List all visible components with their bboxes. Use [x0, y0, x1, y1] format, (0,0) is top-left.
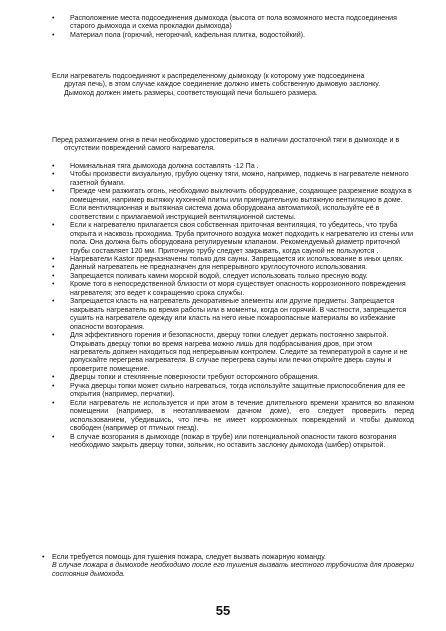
list-item-text: Если нагреватель не используется и при этом в течение длительного времени хранится во влажном помещении (например, в неотапливаемом дачном доме), его следует проверить перед использованием, убедившись, что печь не имеет коррозионных повреждений и чтобы дымоход свободен (например от птичьих гнезд). — [70, 398, 414, 433]
chimney-sweep-note: В случае пожара в дымоходе необходимо после его тушения вызвать местного трубочиста для проверки состояния дымохода. — [52, 561, 414, 578]
list-item-text: Материал пола (горючий, негорючий, кафельная плитка, водостойкий). — [70, 30, 306, 39]
list-item-text: Прежде чем разжигать огонь, необходимо выключить оборудование, создающее разрежение воздуха в помещении, например вытяжку кухонной плиты или принудительную вытяжную вентиляцию в доме. Если вентиляционная и вытяжная система дома оборудована автоматикой, используйте её в соответствии с прилагаемой инструкцией вентиляционной системы. — [70, 187, 412, 221]
list-item — [48, 297, 414, 331]
list-item-text: Запрещается поливать камни морской водой, следует использовать только пресную воду. — [70, 271, 368, 280]
list-item — [48, 331, 414, 373]
list-item-text: Номинальная тяга дымохода должна составлять -12 Па . — [70, 162, 259, 170]
bullet-mark: • — [52, 280, 55, 289]
bullet-mark: • — [52, 170, 55, 179]
bullet-mark: • — [52, 398, 55, 407]
list-item-text: Если к нагревателю прилагается своя собственная приточная вентиляция, то убедитесь, что труба открыта и насквозь проходима. Труба приточного воздуха может подходить к нагревателю из стены или пола. Она должна быть оборудована регулируемым клапаном. Рекомендуемый диаметр приточной трубы составляет 120 мм. Приточную трубу следует закрывать, когда сауной не пользуются . — [70, 221, 414, 255]
bullet-mark: • — [52, 331, 55, 340]
list-item-text: Дверцы топки и стеклянные поверхности требуют осторожного обращения. — [70, 373, 320, 382]
list-item-text: Запрещается класть на нагреватель декоративные элементы или другие предметы. Запрещается накрывать нагреватель во время работы или в моменты, когда он горячий. В частности, запрещается сушить на нагревателе одежду или класть на него иные пожароопасные материалы во избежание опасности возгорания. — [70, 297, 407, 331]
list-item — [48, 31, 415, 39]
list-item-text: В случае возгорания в дымоходе (пожар в трубе) или потенциальной опасности такого возгорания необходимо закрыть дверцу топки, зольник, но оставить заслонку дымохода (шибер) открытой. — [70, 432, 397, 449]
bullet-mark: • — [52, 432, 55, 441]
list-item — [48, 263, 414, 271]
list-item — [48, 187, 414, 221]
list-item — [48, 382, 414, 399]
list-item — [34, 553, 426, 561]
bullet-mark: • — [52, 297, 55, 306]
paragraph-draft-check: Перед разжиганием огня в печи необходимо удостовериться в наличии достаточной тяги в дымоходе и в отсутствии повреждений самого нагревателя. — [52, 136, 400, 153]
list-item — [48, 373, 414, 381]
safety-bullet-list — [48, 162, 414, 449]
bullet-mark: • — [52, 254, 55, 263]
bullet-mark: • — [52, 271, 55, 280]
fire-brigade-block — [34, 553, 426, 578]
bullet-mark: • — [52, 373, 55, 382]
list-item-text: Чтобы произвести визуальную, грубую оценку тяги, можно, например, поджечь в нагревателе немного газетной бумаги. — [70, 170, 409, 187]
list-item — [48, 14, 415, 31]
bullet-mark: • — [52, 14, 55, 22]
list-item — [48, 280, 414, 297]
top-bullet-list — [48, 14, 415, 39]
list-item — [48, 162, 414, 170]
bullet-mark: • — [52, 221, 55, 230]
list-item-text: Данный нагреватель не предназначен для непрерывного круглосуточного использования. — [70, 263, 368, 272]
list-item — [48, 433, 414, 450]
list-item-text: Ручка дверцы топки может сильно нагреваться, тогда используйте защитные приспособления для ее открытия (например, перчатки). — [70, 381, 406, 399]
list-item — [48, 170, 414, 187]
list-item-text: Кроме того в непосредственной близости от моря существует опасность коррозионного повреждения нагревателя; это ведет к сокращению срока службы. — [70, 280, 406, 297]
list-item-text: Если требуется помощь для тушения пожара, следует вызвать пожарную команду. — [52, 553, 327, 561]
bullet-mark: • — [52, 187, 55, 196]
bullet-mark: • — [52, 263, 55, 272]
list-item — [48, 255, 414, 263]
list-item-text: Для эффективного горения и безопасности, дверцу топки следует держать постоянно закрытой. Открывать дверцу топки во время нагрева можно лишь для подбрасывания дров, при этом нагреватель должен находиться под непрерывным контролем. Следите за температурой в сауне и не допускайте перегрева нагревателя. В случае перегрева сауны или печки откройте дверь сауны и проветрите помещение. — [70, 331, 408, 373]
bullet-mark: • — [52, 162, 55, 170]
list-item — [48, 399, 414, 433]
list-item — [48, 221, 414, 255]
paragraph-flue-connection: Если нагреватель подсоединяют к распределенному дымоходу (к которому уже подсоединена другая печь), в этом случае каждое соединение должно иметь собственную дымовую заслонку. Дымоход должен иметь размеры, соответствующий печи большего размера. — [52, 72, 381, 97]
bullet-mark: • — [52, 30, 55, 39]
bullet-mark: • — [52, 381, 55, 390]
bullet-mark: • — [42, 553, 45, 561]
page-number: 55 — [215, 603, 231, 618]
list-item-text: Нагреватели Kastor предназначены только для сауны. Запрещается их использование в иных целях. — [70, 254, 404, 263]
list-item-text: Расположение места подсоединения дымохода (высота от пола возможного места подсоединения старого дымохода и схема прокладки дымохода) — [70, 14, 397, 31]
list-item — [48, 272, 414, 280]
